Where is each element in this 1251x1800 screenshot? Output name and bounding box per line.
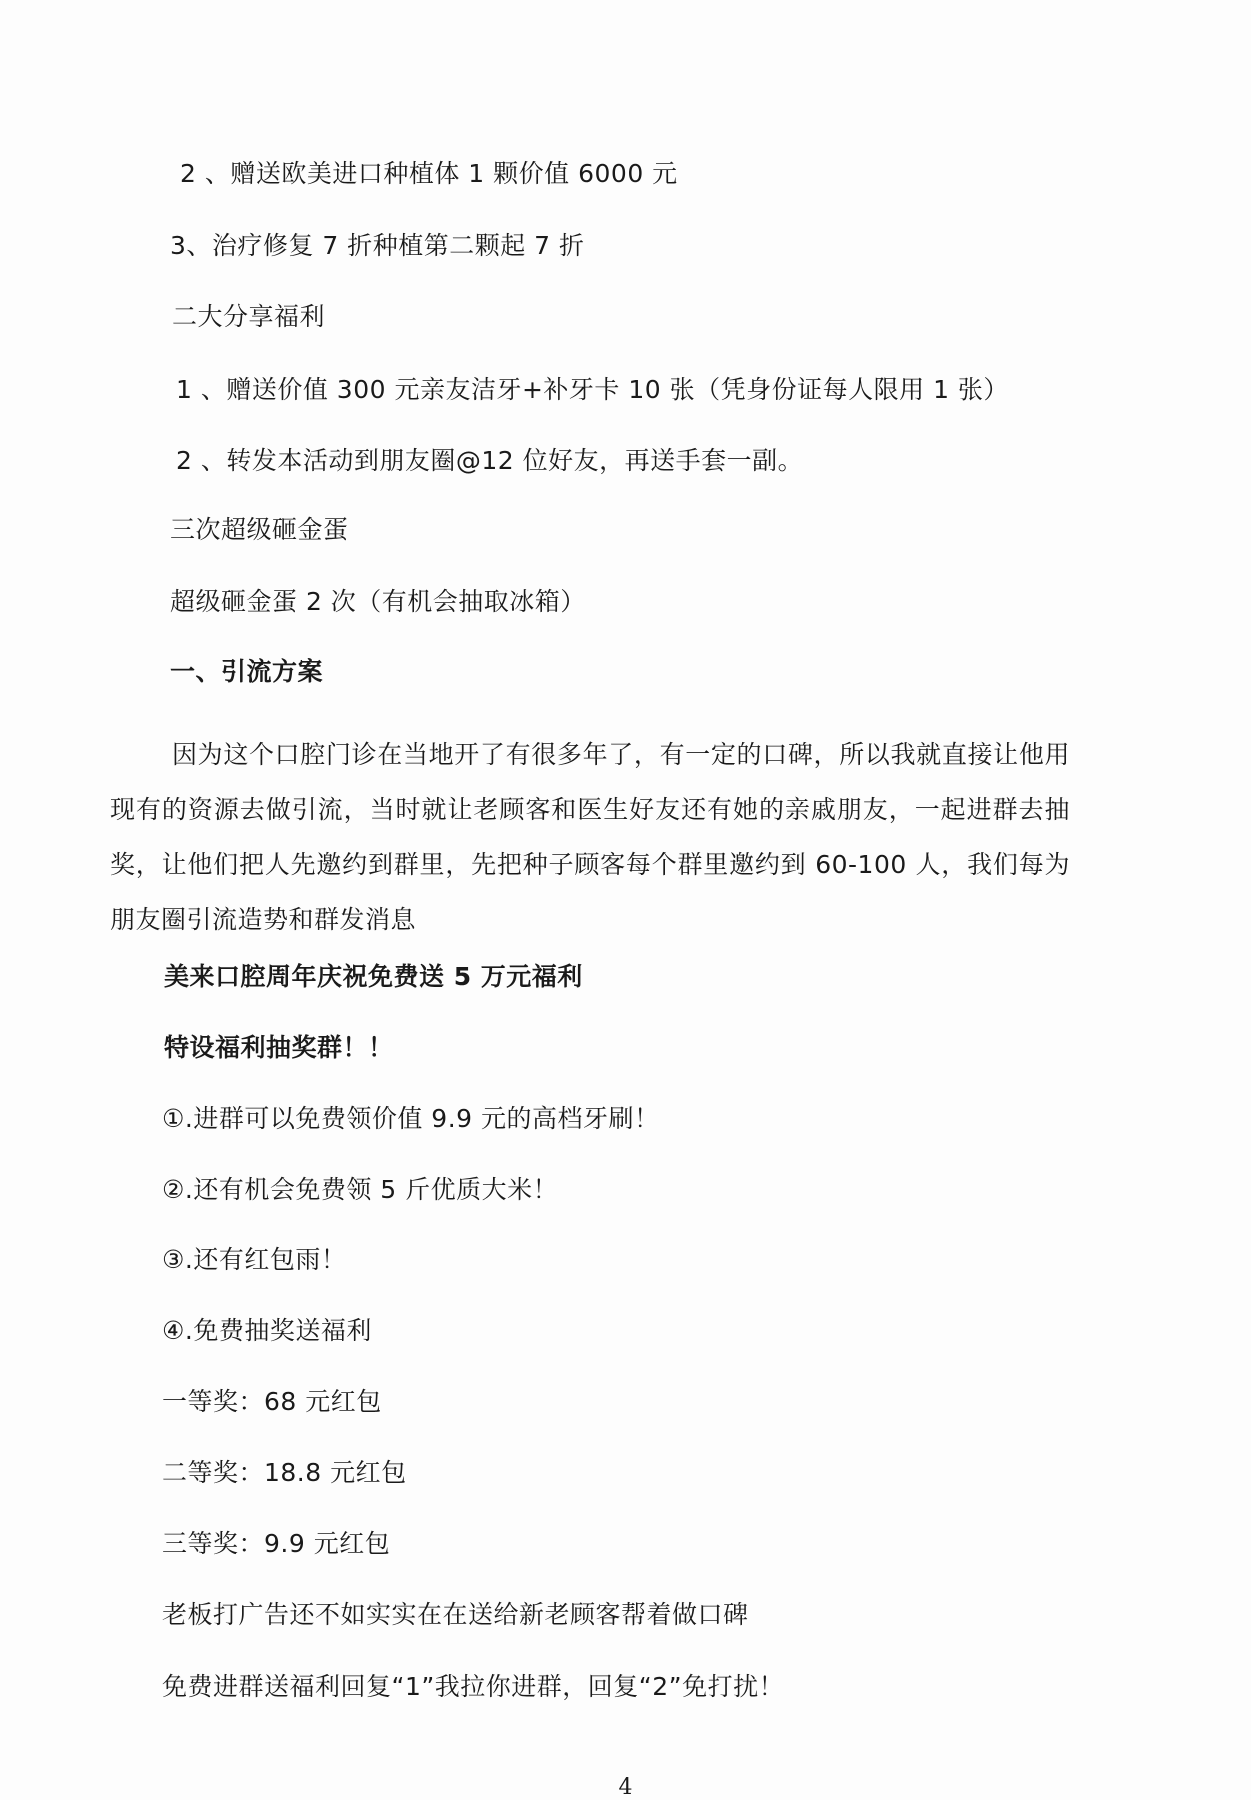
section-heading: 一、引流方案	[170, 657, 324, 686]
benefit-item-3: 3、治疗修复 7 折种植第二颗起 7 折	[170, 231, 585, 260]
sharing-item-2: 2 、转发本活动到朋友圈@12 位好友，再送手套一副。	[176, 446, 804, 475]
promo-bullet-4: ④.免费抽奖送福利	[162, 1316, 372, 1345]
sharing-item-1: 1 、赠送价值 300 元亲友洁牙+补牙卡 10 张（凭身份证每人限用 1 张）	[176, 375, 1009, 404]
benefit-item-2: 2 、赠送欧美进口种植体 1 颗价值 6000 元	[180, 159, 678, 188]
promo-bullet-1: ①.进群可以免费领价值 9.9 元的高档牙刷！	[162, 1104, 660, 1133]
section-label-sharing: 二大分享福利	[172, 302, 326, 331]
closing-line-1: 老板打广告还不如实实在在送给新老顾客帮着做口碑	[162, 1600, 749, 1629]
promo-subtitle: 特设福利抽奖群！！	[164, 1033, 394, 1062]
section-label-golden-egg: 三次超级砸金蛋	[170, 515, 349, 544]
body-paragraph: 因为这个口腔门诊在当地开了有很多年了，有一定的口碑，所以我就直接让他用现有的资源去做引流，当时就让老顾客和医生好友还有她的亲戚朋友，一起进群去抽奖，让他们把人先邀约到群里，先把种子顾客每个群里邀约到 60-100 人，我们每为朋友圈引流造势和群发消息	[110, 740, 1070, 934]
promo-bullet-3: ③.还有红包雨！	[162, 1245, 347, 1274]
prize-first: 一等奖：68 元红包	[162, 1387, 382, 1416]
prize-second: 二等奖：18.8 元红包	[162, 1458, 407, 1487]
golden-egg-item: 超级砸金蛋 2 次（有机会抽取冰箱）	[170, 587, 586, 616]
page-number: 4	[618, 1775, 633, 1800]
closing-line-2: 免费进群送福利回复“1”我拉你进群，回复“2”免打扰！	[162, 1672, 785, 1701]
promo-title: 美来口腔周年庆祝免费送 5 万元福利	[164, 962, 583, 991]
prize-third: 三等奖：9.9 元红包	[162, 1529, 391, 1558]
promo-bullet-2: ②.还有机会免费领 5 斤优质大米！	[162, 1175, 559, 1204]
